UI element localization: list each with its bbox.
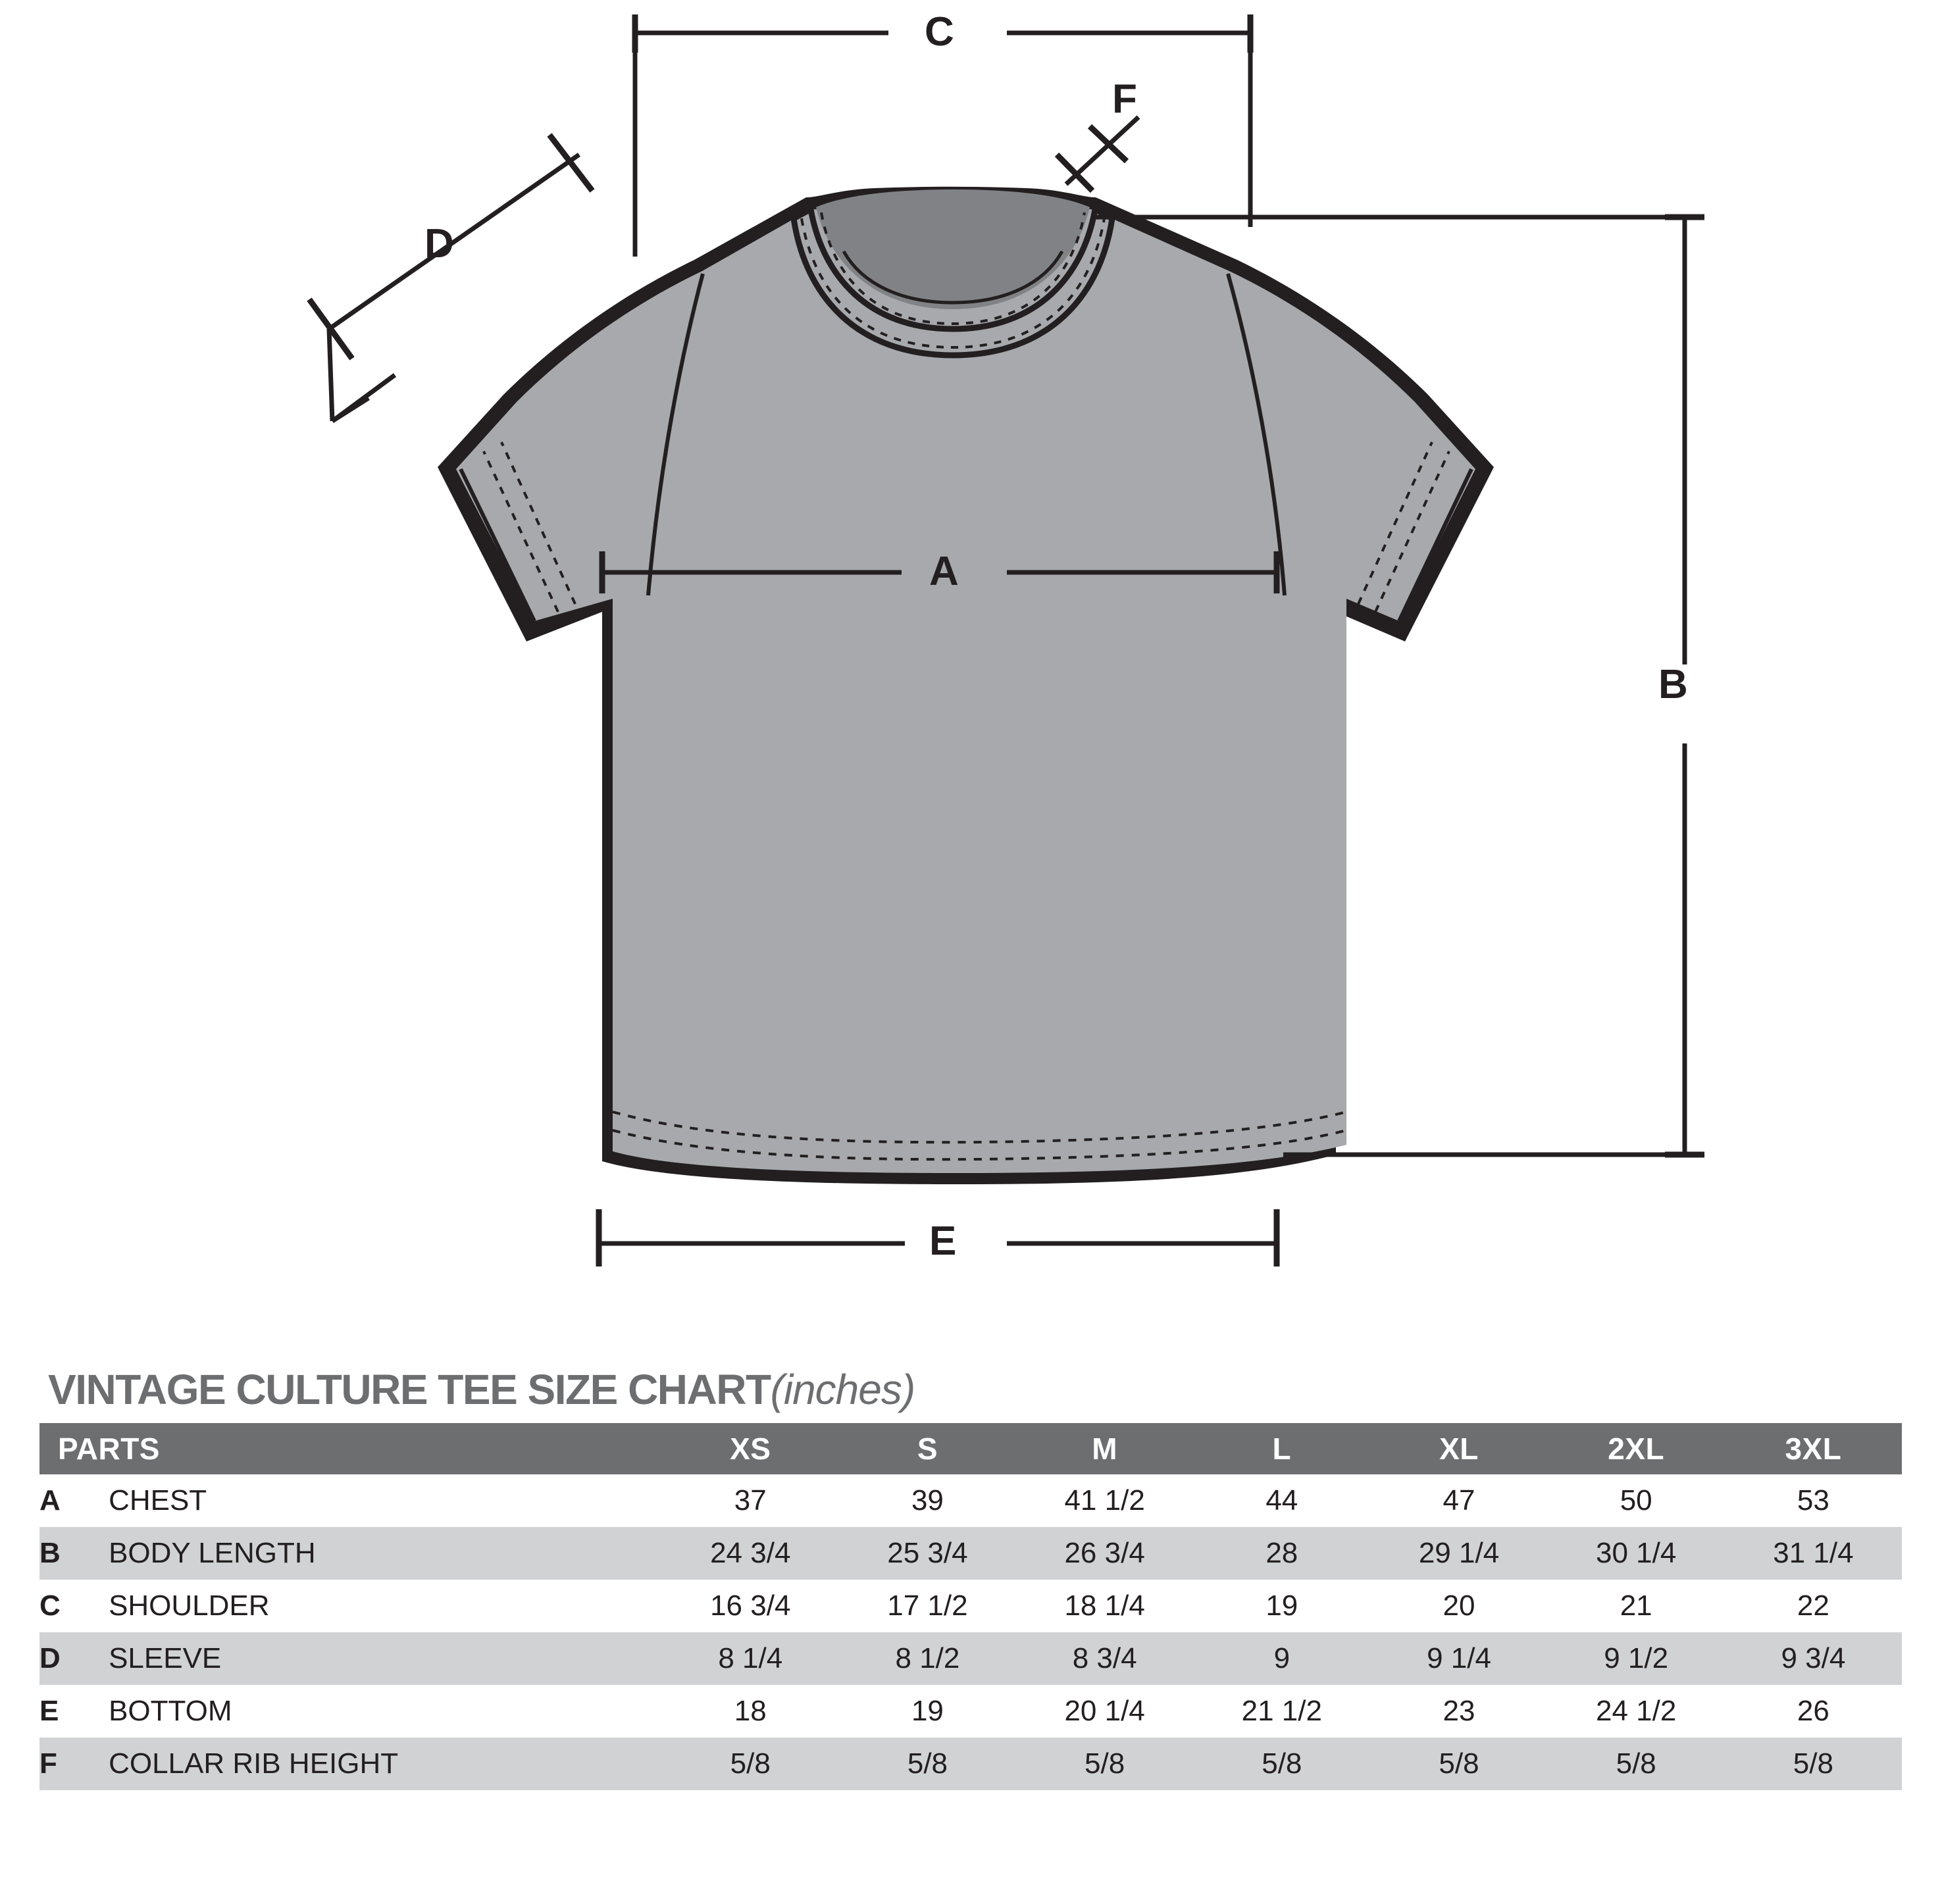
row-value: 9 1/2 — [1604, 1642, 1669, 1674]
table-row — [39, 1632, 1902, 1685]
row-value: 50 — [1620, 1484, 1652, 1516]
row-value: 47 — [1443, 1484, 1475, 1516]
dimension-label-c: C — [925, 9, 955, 55]
row-value: 41 1/2 — [1064, 1484, 1145, 1516]
tshirt-shape — [438, 187, 1494, 1184]
row-value: 22 — [1797, 1590, 1829, 1622]
row-letter: D — [39, 1642, 61, 1674]
row-value: 26 — [1797, 1695, 1829, 1727]
chart-title — [48, 1365, 1902, 1414]
row-value: 20 1/4 — [1064, 1695, 1145, 1727]
row-part: SLEEVE — [109, 1642, 222, 1674]
table-row — [39, 1738, 1902, 1790]
header-size-s: S — [839, 1423, 1016, 1474]
row-part: CHEST — [109, 1484, 207, 1516]
row-value: 5/8 — [1439, 1747, 1479, 1780]
dimension-label-e: E — [929, 1218, 957, 1264]
row-value: 18 1/4 — [1064, 1590, 1145, 1622]
row-value: 23 — [1443, 1695, 1475, 1727]
row-part: BODY LENGTH — [109, 1537, 316, 1569]
dimension-label-d: D — [424, 221, 455, 266]
header-size-2xl: 2XL — [1548, 1423, 1725, 1474]
row-value: 5/8 — [1793, 1747, 1833, 1780]
row-value: 9 3/4 — [1781, 1642, 1846, 1674]
row-value: 5/8 — [907, 1747, 948, 1780]
row-value: 5/8 — [1085, 1747, 1125, 1780]
size-chart-table — [39, 1423, 1902, 1790]
header-parts: PARTS — [39, 1423, 662, 1474]
dimension-label-b: B — [1658, 662, 1689, 707]
row-value: 28 — [1265, 1537, 1298, 1569]
row-value: 5/8 — [1262, 1747, 1302, 1780]
table-body — [39, 1474, 1902, 1790]
row-value: 37 — [734, 1484, 767, 1516]
row-value: 16 3/4 — [710, 1590, 791, 1622]
header-size-xs: XS — [662, 1423, 839, 1474]
row-value: 26 3/4 — [1064, 1537, 1145, 1569]
d-extension — [329, 329, 332, 421]
row-part: COLLAR RIB HEIGHT — [109, 1747, 399, 1780]
row-letter: C — [39, 1590, 61, 1622]
row-value: 24 3/4 — [710, 1537, 791, 1569]
f-tick-1 — [1057, 155, 1092, 191]
row-value: 19 — [911, 1695, 944, 1727]
table-row — [39, 1685, 1902, 1738]
row-value: 21 1/2 — [1241, 1695, 1322, 1727]
d-tick-top — [549, 135, 592, 191]
row-value: 20 — [1443, 1590, 1475, 1622]
dimension-label-a: A — [929, 549, 959, 594]
row-value: 30 1/4 — [1596, 1537, 1677, 1569]
row-value: 24 1/2 — [1596, 1695, 1677, 1727]
header-size-xl: XL — [1370, 1423, 1547, 1474]
row-value: 8 3/4 — [1072, 1642, 1137, 1674]
row-part: BOTTOM — [109, 1695, 232, 1727]
row-letter: E — [39, 1695, 59, 1727]
row-value: 9 — [1273, 1642, 1290, 1674]
row-value: 5/8 — [1616, 1747, 1656, 1780]
f-line — [1066, 141, 1112, 184]
row-value: 18 — [734, 1695, 767, 1727]
row-letter: A — [39, 1484, 61, 1516]
table-row — [39, 1474, 1902, 1527]
chart-title-units: (inches) — [770, 1366, 915, 1413]
table-row — [39, 1580, 1902, 1632]
row-value: 19 — [1265, 1590, 1298, 1622]
dimension-label-f: F — [1112, 76, 1138, 122]
chart-title-text: VINTAGE CULTURE TEE SIZE CHART — [48, 1366, 771, 1413]
row-value: 21 — [1620, 1590, 1652, 1622]
row-value: 9 1/4 — [1427, 1642, 1491, 1674]
row-value: 31 1/4 — [1773, 1537, 1854, 1569]
row-letter: F — [39, 1747, 57, 1780]
row-value: 5/8 — [730, 1747, 771, 1780]
table-header — [39, 1423, 1902, 1474]
header-row — [39, 1423, 1902, 1474]
row-value: 25 3/4 — [887, 1537, 968, 1569]
row-part: SHOULDER — [109, 1590, 270, 1622]
row-value: 29 1/4 — [1418, 1537, 1500, 1569]
d-extension-2 — [332, 398, 369, 421]
header-size-3xl: 3XL — [1725, 1423, 1902, 1474]
table-row — [39, 1527, 1902, 1580]
row-value: 39 — [911, 1484, 944, 1516]
row-value: 8 1/4 — [718, 1642, 783, 1674]
header-size-l: L — [1193, 1423, 1370, 1474]
row-value: 17 1/2 — [887, 1590, 968, 1622]
row-value: 44 — [1265, 1484, 1298, 1516]
size-chart-section — [39, 1365, 1902, 1790]
row-value: 53 — [1797, 1484, 1829, 1516]
header-size-m: M — [1016, 1423, 1193, 1474]
row-value: 8 1/2 — [895, 1642, 960, 1674]
row-letter: B — [39, 1537, 61, 1569]
